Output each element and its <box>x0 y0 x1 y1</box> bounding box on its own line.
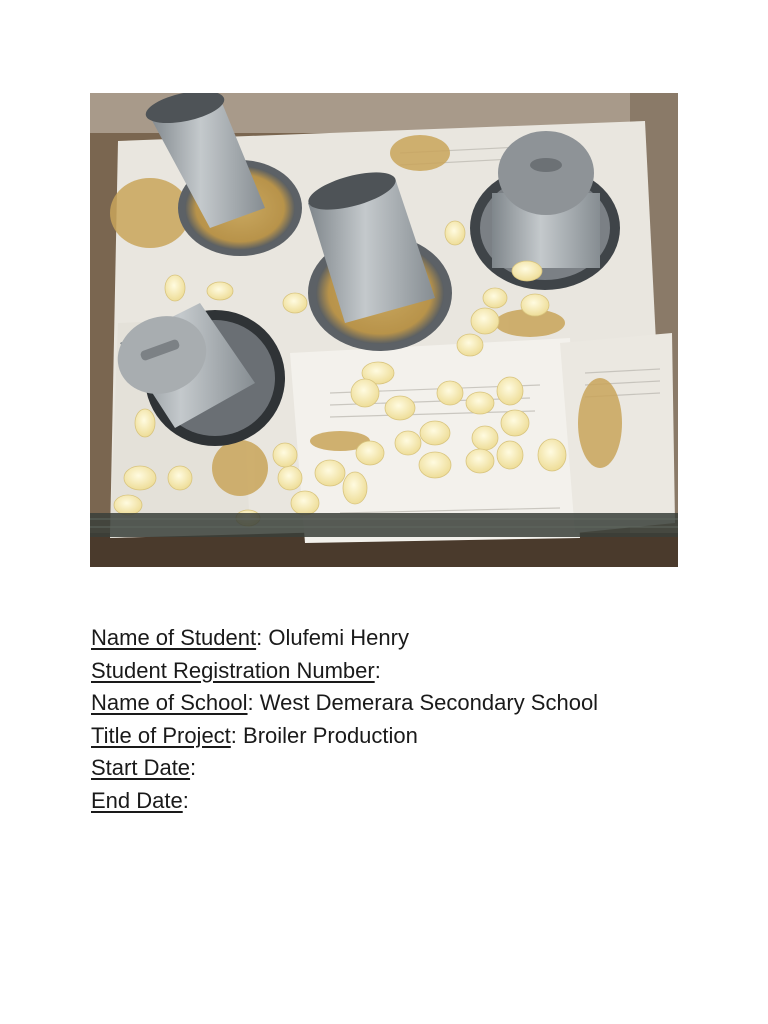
field-value: Broiler Production <box>243 722 418 748</box>
wire-mesh <box>90 513 678 537</box>
field-label: Student Registration Number <box>91 657 375 683</box>
cover-photo <box>90 93 678 567</box>
field-registration-number: Student Registration Number: <box>91 657 381 683</box>
field-value: West Demerara Secondary School <box>259 690 599 715</box>
field-label: Start Date <box>91 755 191 780</box>
field-label: Name of Student <box>91 625 257 650</box>
field-label: Title of Project <box>91 722 231 748</box>
field-label: Name of School <box>91 690 248 715</box>
field-student-name: Name of Student: Olufemi Henry <box>91 625 409 650</box>
project-info <box>91 622 751 817</box>
field-project-title: Title of Project: Broiler Production <box>91 722 418 748</box>
field-label: End Date <box>91 787 183 813</box>
field-value: Olufemi Henry <box>268 625 409 650</box>
field-end-date: End Date: <box>91 787 189 813</box>
field-school-name: Name of School: West Demerara Secondary School <box>91 690 599 715</box>
field-start-date: Start Date: <box>91 755 197 780</box>
